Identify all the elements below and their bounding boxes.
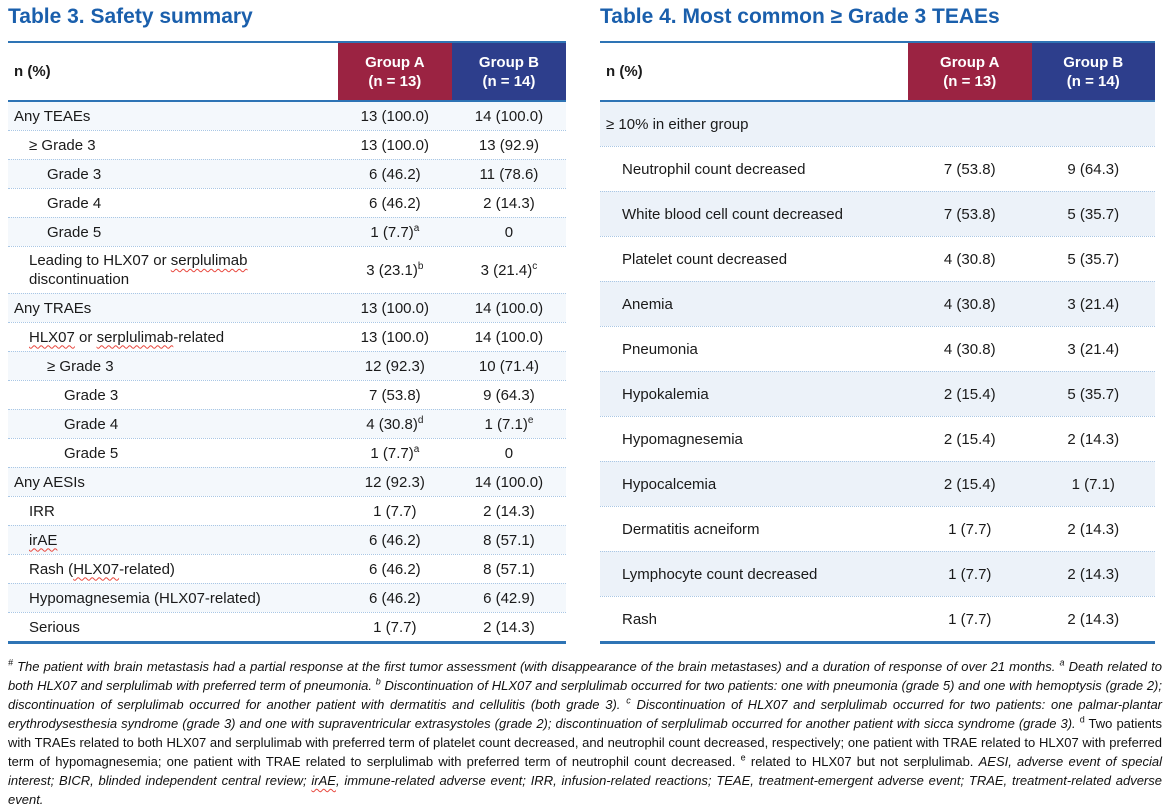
row-label: Lymphocyte count decreased xyxy=(622,565,818,583)
group-b-value: 14 (100.0) xyxy=(474,107,544,125)
footnote-text: Two patients with TRAEs related to both HLX07 and serplulimab with preferred term of platelet count decreased, and neutrophil count decreased, respectively; one patient with TRAE related to HLX07 with preferred term of hypomagnesemia; one patient with TRAE related to serplulimab with preferred term of neutrophil count decreased. xyxy=(8,716,1162,769)
table-footnotes xyxy=(8,657,1162,809)
row-label: White blood cell count decreased xyxy=(622,205,843,223)
row-label: Any AESIs xyxy=(14,473,85,491)
row-label: IRR xyxy=(29,502,55,520)
row-label: Dermatitis acneiform xyxy=(622,520,760,538)
group-b-value: 11 (78.6) xyxy=(479,165,539,183)
group-b-value: 8 (57.1) xyxy=(483,531,535,549)
row-label: Grade 4 xyxy=(64,415,119,433)
group-name: Group A xyxy=(940,53,1000,71)
group-b-value: 1 $(7.1)^e$ xyxy=(484,414,534,433)
row-label: Grade 3 xyxy=(64,386,119,404)
row-label: Anemia xyxy=(622,295,673,313)
group-b-value: 2 (14.3) xyxy=(1067,520,1120,538)
table4 xyxy=(600,41,1155,644)
group-name: Group A xyxy=(365,53,425,71)
footnote-marker-c: c xyxy=(626,695,631,706)
misspelled-word: irAE xyxy=(29,531,58,549)
subheader-label: ≥ 10% in either group xyxy=(606,115,749,133)
row-label: ≥ Grade 3 xyxy=(47,357,114,375)
row-label: Platelet count decreased xyxy=(622,250,788,268)
table-row xyxy=(8,438,566,467)
group-a-value: 12 (92.3) xyxy=(364,473,425,491)
group-n: (n = 14) xyxy=(482,72,536,90)
group-a-value: 4 (30.8) xyxy=(943,250,996,268)
group-name: Group B xyxy=(478,53,539,71)
group-a-value: 1 $(7.7)^a$ xyxy=(370,222,420,241)
table-row xyxy=(8,583,566,612)
row-label: Rash (HLX07-related) xyxy=(29,560,175,578)
column-header-group-b xyxy=(1032,43,1155,100)
group-a-value: 1 $(7.7)^a$ xyxy=(370,443,420,462)
group-a-value: 4 (30.8) xyxy=(943,295,996,313)
table-row xyxy=(8,246,566,293)
group-a-value: 1 (7.7) xyxy=(948,565,992,583)
group-b-value: 1 (7.1) xyxy=(1071,475,1115,493)
group-a-value: 4 $(30.8)^d$ xyxy=(366,414,424,433)
group-a-value: 6 (46.2) xyxy=(368,589,421,607)
row-label: Grade 3 xyxy=(47,165,102,183)
footnote-text: Discontinuation of HLX07 and serplulimab occurred for two patients: one with pneumonia (grade 5) and one with hemoptysis (grade 2); discontinuation of serplulimab occurred for another patient with dermatitis and cellulitis (both grade 3). xyxy=(8,678,1162,712)
group-a-value: 1 (7.7) xyxy=(373,502,417,520)
table4-title: Table 4. Most common ≥ Grade 3 TEAEs xyxy=(600,5,1000,28)
footnote-text: , immune-related adverse event; IRR, infusion-related reactions; TEAE, treatment-emergent adverse event; TRAE, treatment-related adverse event. xyxy=(8,773,1162,807)
group-a-value: 12 (92.3) xyxy=(364,357,425,375)
group-b-value: 6 (42.9) xyxy=(483,589,535,607)
column-header-group-a xyxy=(338,43,452,100)
table-row xyxy=(8,525,566,554)
table-row xyxy=(600,371,1155,416)
row-label xyxy=(8,527,338,554)
row-label: Hypokalemia xyxy=(622,385,709,403)
row-label: Grade 5 xyxy=(64,444,119,462)
table-row xyxy=(600,236,1155,281)
footnote-text: Discontinuation of HLX07 and serplulimab occurred for two patients: one palmar-plantar erythrodysesthesia syndrome (grade 3) and one with supraventricular extrasystoles (grade 2); discontinuation of serplulimab occurred for another patient with sicca syndrome (grade 3). xyxy=(8,697,1163,731)
group-a-value: 13 (100.0) xyxy=(360,136,430,154)
group-a-value: 13 (100.0) xyxy=(360,328,430,346)
group-b-value: 2 (14.3) xyxy=(483,194,535,212)
column-header-group-b xyxy=(452,43,566,100)
table3 xyxy=(8,41,566,644)
table-header-row xyxy=(8,43,566,102)
group-b-value: 9 (64.3) xyxy=(483,386,535,404)
table-row xyxy=(8,102,566,130)
group-b-value: 2 (14.3) xyxy=(483,502,535,520)
group-b-value: 2 (14.3) xyxy=(1067,610,1120,628)
table-row xyxy=(8,217,566,246)
group-a-value: 1 (7.7) xyxy=(948,610,992,628)
row-label: Grade 5 xyxy=(47,223,102,241)
group-a-value: 7 (53.8) xyxy=(943,205,996,223)
row-label: ≥ Grade 3 xyxy=(29,136,96,154)
row-label: Pneumonia xyxy=(622,340,698,358)
table3-title: Table 3. Safety summary xyxy=(8,5,253,28)
row-label: Any TRAEs xyxy=(14,299,92,317)
footnote-text: related to HLX07 but not serplulimab. xyxy=(745,754,979,769)
table-row xyxy=(600,596,1155,641)
row-label: Hypocalcemia xyxy=(622,475,717,493)
row-label: Any TEAEs xyxy=(14,107,91,125)
footnote-ref: b xyxy=(417,260,424,272)
table-row xyxy=(600,506,1155,551)
misspelled-word: serplulimab xyxy=(170,252,248,269)
table-row xyxy=(8,612,566,641)
table-row xyxy=(8,188,566,217)
group-a-value: 6 (46.2) xyxy=(368,165,421,183)
group-b-value: 3 $(21.4)^c$ xyxy=(480,260,538,279)
column-header-n-pct: n (%) xyxy=(8,43,338,100)
group-a-value: 13 (100.0) xyxy=(360,299,430,317)
group-a-value: 2 (15.4) xyxy=(943,430,996,448)
row-label: HLX07 or serplulimab-related xyxy=(29,328,225,346)
group-b-value: 3 (21.4) xyxy=(1067,340,1120,358)
misspelled-word: HLX07 xyxy=(73,560,120,578)
row-label: Neutrophil count decreased xyxy=(622,160,806,178)
footnote-marker-e: e xyxy=(740,752,746,763)
group-a-value: 7 (53.8) xyxy=(943,160,996,178)
group-a-value: 2 (15.4) xyxy=(943,475,996,493)
row-label: Serious xyxy=(29,618,80,636)
table-row xyxy=(8,554,566,583)
table-row xyxy=(600,461,1155,506)
footnote-ref: d xyxy=(417,414,424,426)
table-row xyxy=(600,146,1155,191)
group-n: (n = 13) xyxy=(368,72,422,90)
row-label: Hypomagnesemia (HLX07-related) xyxy=(29,589,261,607)
group-b-value: 14 (100.0) xyxy=(474,328,544,346)
group-b-value: 3 (21.4) xyxy=(1067,295,1120,313)
table-subheader-row xyxy=(600,102,1155,146)
group-a-value: 6 (46.2) xyxy=(368,194,421,212)
row-label: Hypomagnesemia xyxy=(622,430,743,448)
group-b-value: 10 (71.4) xyxy=(478,357,539,375)
group-a-value: 1 (7.7) xyxy=(948,520,992,538)
group-n: (n = 14) xyxy=(1066,72,1120,90)
group-a-value: 13 (100.0) xyxy=(360,107,430,125)
group-b-value: 2 (14.3) xyxy=(1067,430,1120,448)
table-row xyxy=(8,467,566,496)
group-b-value: 2 (14.3) xyxy=(483,618,535,636)
group-a-value: 7 (53.8) xyxy=(368,386,421,404)
footnote-marker-d: d xyxy=(1079,714,1085,725)
row-label: Grade 4 xyxy=(47,194,102,212)
group-a-value: 2 (15.4) xyxy=(943,385,996,403)
table-row xyxy=(600,416,1155,461)
table-row xyxy=(8,293,566,322)
row-label: Rash xyxy=(622,610,658,628)
table-row xyxy=(8,409,566,438)
group-b-value: 9 (64.3) xyxy=(1067,160,1120,178)
table-row xyxy=(8,159,566,188)
misspelled-word: HLX07 xyxy=(29,328,75,346)
footnote-ref: e xyxy=(527,414,534,426)
footnote-marker-b: b xyxy=(375,676,381,687)
group-b-value: 2 (14.3) xyxy=(1067,565,1120,583)
footnote-text: AESI, adverse event of special interest; BICR, blinded independent central review; xyxy=(8,754,1162,788)
group-name: Group B xyxy=(1063,53,1124,71)
group-b-value: 5 (35.7) xyxy=(1067,385,1120,403)
table-header-row xyxy=(600,43,1155,102)
group-a-value: 6 (46.2) xyxy=(368,560,421,578)
column-header-n-pct: n (%) xyxy=(600,43,908,100)
group-b-value: 0 xyxy=(504,444,514,462)
row-label: Leading to HLX07 or serplulimab discontinuation xyxy=(29,252,248,288)
footnote-marker-hash: # xyxy=(8,657,14,668)
column-header-group-a xyxy=(908,43,1031,100)
footnote-ref: a xyxy=(413,222,420,234)
table-row xyxy=(600,281,1155,326)
footnote-text: The patient with brain metastasis had a partial response at the first tumor assessment (with disappearance of the brain metastases) and a duration of response of over 21 months. xyxy=(13,659,1060,674)
table4-section xyxy=(600,4,1155,644)
table-row xyxy=(8,351,566,380)
group-b-value: 5 (35.7) xyxy=(1067,250,1120,268)
table-row xyxy=(600,326,1155,371)
table-row xyxy=(600,191,1155,236)
group-a-value: 6 (46.2) xyxy=(368,531,421,549)
group-b-value: 14 (100.0) xyxy=(474,473,544,491)
group-b-value: 0 xyxy=(504,223,514,241)
footnote-text: Death related to both HLX07 and serplulimab with preferred term of pneumonia. xyxy=(8,659,1163,693)
group-a-value: 4 (30.8) xyxy=(943,340,996,358)
group-b-value: 8 (57.1) xyxy=(483,560,535,578)
group-n: (n = 13) xyxy=(943,72,997,90)
footnote-marker-a: a xyxy=(1059,657,1065,668)
group-b-value: 13 (92.9) xyxy=(478,136,539,154)
footnote-ref: a xyxy=(413,443,420,455)
misspelled-word: serplulimab xyxy=(96,328,174,346)
table-row xyxy=(8,130,566,159)
footnote-ref: c xyxy=(532,260,538,272)
table-row xyxy=(8,380,566,409)
table-row xyxy=(8,496,566,525)
group-b-value: 5 (35.7) xyxy=(1067,205,1120,223)
group-b-value: 14 (100.0) xyxy=(474,299,544,317)
footnote-text: irAE xyxy=(311,773,336,788)
table-row xyxy=(8,322,566,351)
group-a-value: 3 $(23.1)^b$ xyxy=(366,260,424,279)
group-a-value: 1 (7.7) xyxy=(373,618,417,636)
table-row xyxy=(600,551,1155,596)
table3-section xyxy=(8,4,566,644)
